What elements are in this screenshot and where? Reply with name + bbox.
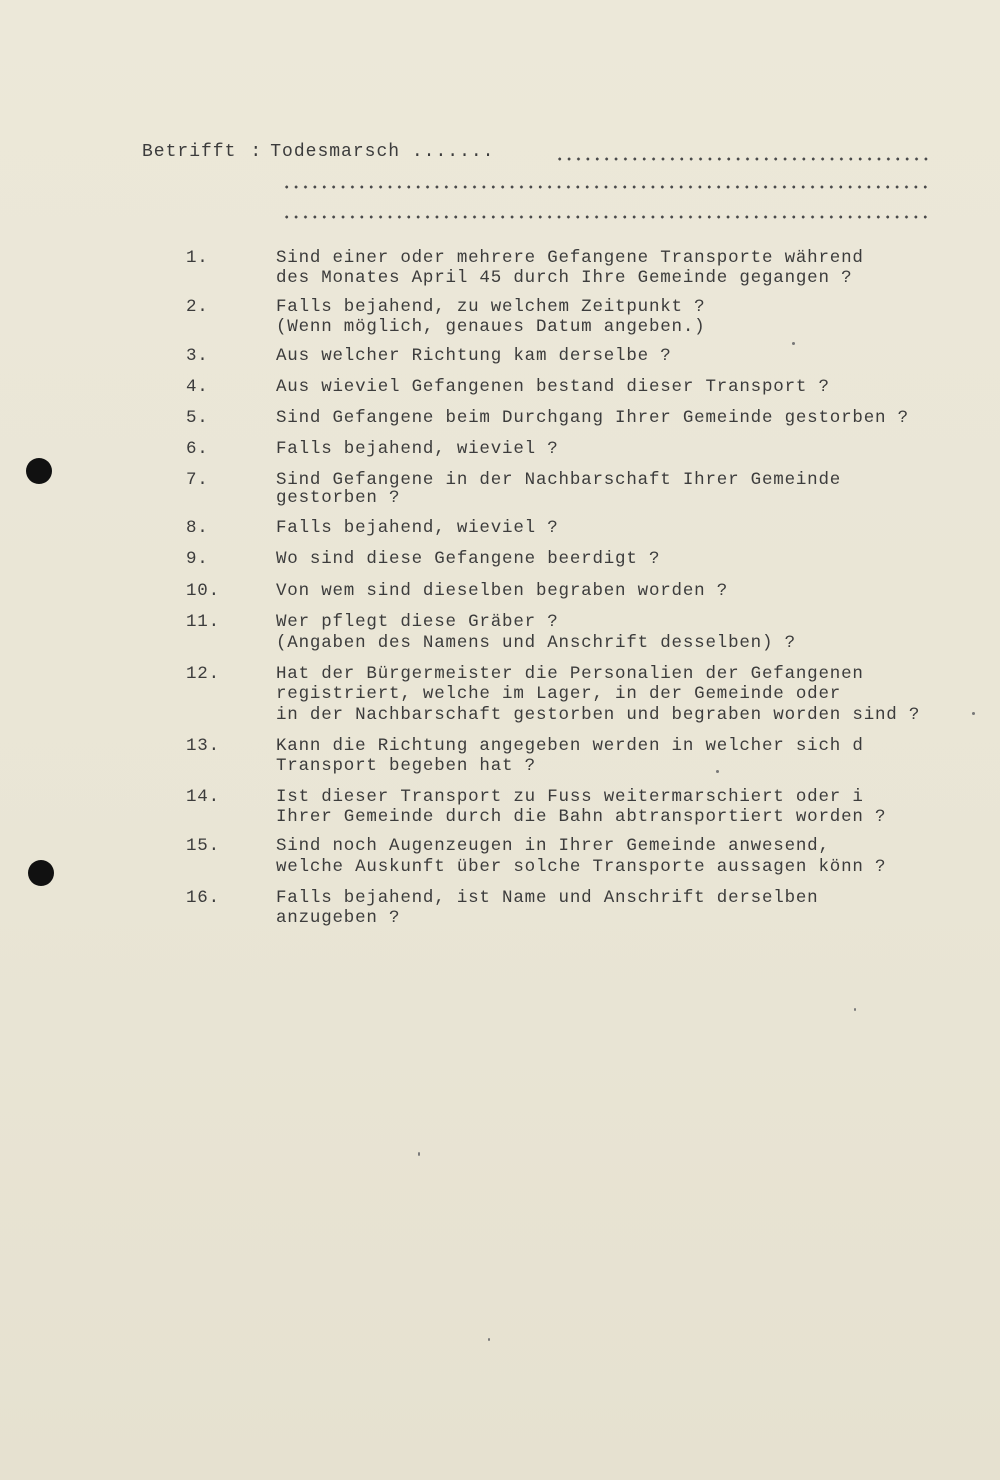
question-text: registriert, welche im Lager, in der Gemeinde oder	[276, 684, 842, 704]
subject-value: Todesmarsch .......	[270, 142, 495, 162]
question-text: Falls bejahend, ist Name und Anschrift derselben	[276, 888, 819, 908]
question-text: Aus welcher Richtung kam derselbe ?	[276, 346, 672, 366]
question-text: Ist dieser Transport zu Fuss weitermarschiert oder i	[276, 787, 864, 807]
paper-speck	[792, 342, 795, 345]
question-number: 16.	[186, 888, 220, 908]
subject-separator: :	[250, 142, 263, 162]
question-text: Falls bejahend, zu welchem Zeitpunkt ?	[276, 297, 706, 317]
question-number: 2.	[186, 297, 209, 317]
question-text: Sind Gefangene beim Durchgang Ihrer Gemeinde gestorben ?	[276, 408, 909, 428]
punch-hole-top	[26, 458, 52, 484]
question-text: Von wem sind dieselben begraben worden ?	[276, 581, 729, 601]
question-number: 3.	[186, 346, 209, 366]
question-number: 1.	[186, 248, 209, 268]
punch-hole-bottom	[28, 860, 54, 886]
question-text: (Angaben des Namens und Anschrift desselben) ?	[276, 633, 796, 653]
question-number: 12.	[186, 664, 220, 684]
question-text: in der Nachbarschaft gestorben und begraben worden sind ?	[276, 705, 921, 725]
question-number: 14.	[186, 787, 220, 807]
question-text: Ihrer Gemeinde durch die Bahn abtransportiert worden ?	[276, 807, 887, 827]
question-number: 11.	[186, 612, 220, 632]
question-number: 10.	[186, 581, 220, 601]
question-number: 13.	[186, 736, 220, 756]
question-text: Falls bejahend, wieviel ?	[276, 439, 559, 459]
paper-speck	[418, 1152, 420, 1156]
question-text: Sind noch Augenzeugen in Ihrer Gemeinde anwesend,	[276, 836, 830, 856]
question-text: gestorben ?	[276, 488, 401, 508]
subject-label: Betrifft	[142, 142, 237, 162]
question-text: Aus wieviel Gefangenen bestand dieser Transport ?	[276, 377, 830, 397]
question-number: 9.	[186, 549, 209, 569]
paper-speck	[716, 770, 719, 773]
question-text: Wer pflegt diese Gräber ?	[276, 612, 559, 632]
question-number: 7.	[186, 470, 209, 490]
question-number: 6.	[186, 439, 209, 459]
paper-speck	[854, 1008, 856, 1011]
dotted-line-3	[282, 215, 932, 219]
dotted-line-1	[555, 157, 930, 161]
question-text: welche Auskunft über solche Transporte aussagen könn ?	[276, 857, 887, 877]
question-text: Sind Gefangene in der Nachbarschaft Ihrer Gemeinde	[276, 470, 842, 490]
paper-speck	[972, 712, 975, 715]
question-text: Hat der Bürgermeister die Personalien der Gefangenen	[276, 664, 864, 684]
question-number: 8.	[186, 518, 209, 538]
question-text: Wo sind diese Gefangene beerdigt ?	[276, 549, 661, 569]
question-text: (Wenn möglich, genaues Datum angeben.)	[276, 317, 706, 337]
question-number: 15.	[186, 836, 220, 856]
question-number: 4.	[186, 377, 209, 397]
question-text: Falls bejahend, wieviel ?	[276, 518, 559, 538]
question-text: Transport begeben hat ?	[276, 756, 536, 776]
question-number: 5.	[186, 408, 209, 428]
dotted-line-2	[282, 185, 932, 189]
question-text: des Monates April 45 durch Ihre Gemeinde gegangen ?	[276, 268, 853, 288]
paper-speck	[488, 1338, 490, 1341]
question-text: Kann die Richtung angegeben werden in welcher sich d	[276, 736, 864, 756]
question-text: anzugeben ?	[276, 908, 401, 928]
question-text: Sind einer oder mehrere Gefangene Transporte während	[276, 248, 864, 268]
